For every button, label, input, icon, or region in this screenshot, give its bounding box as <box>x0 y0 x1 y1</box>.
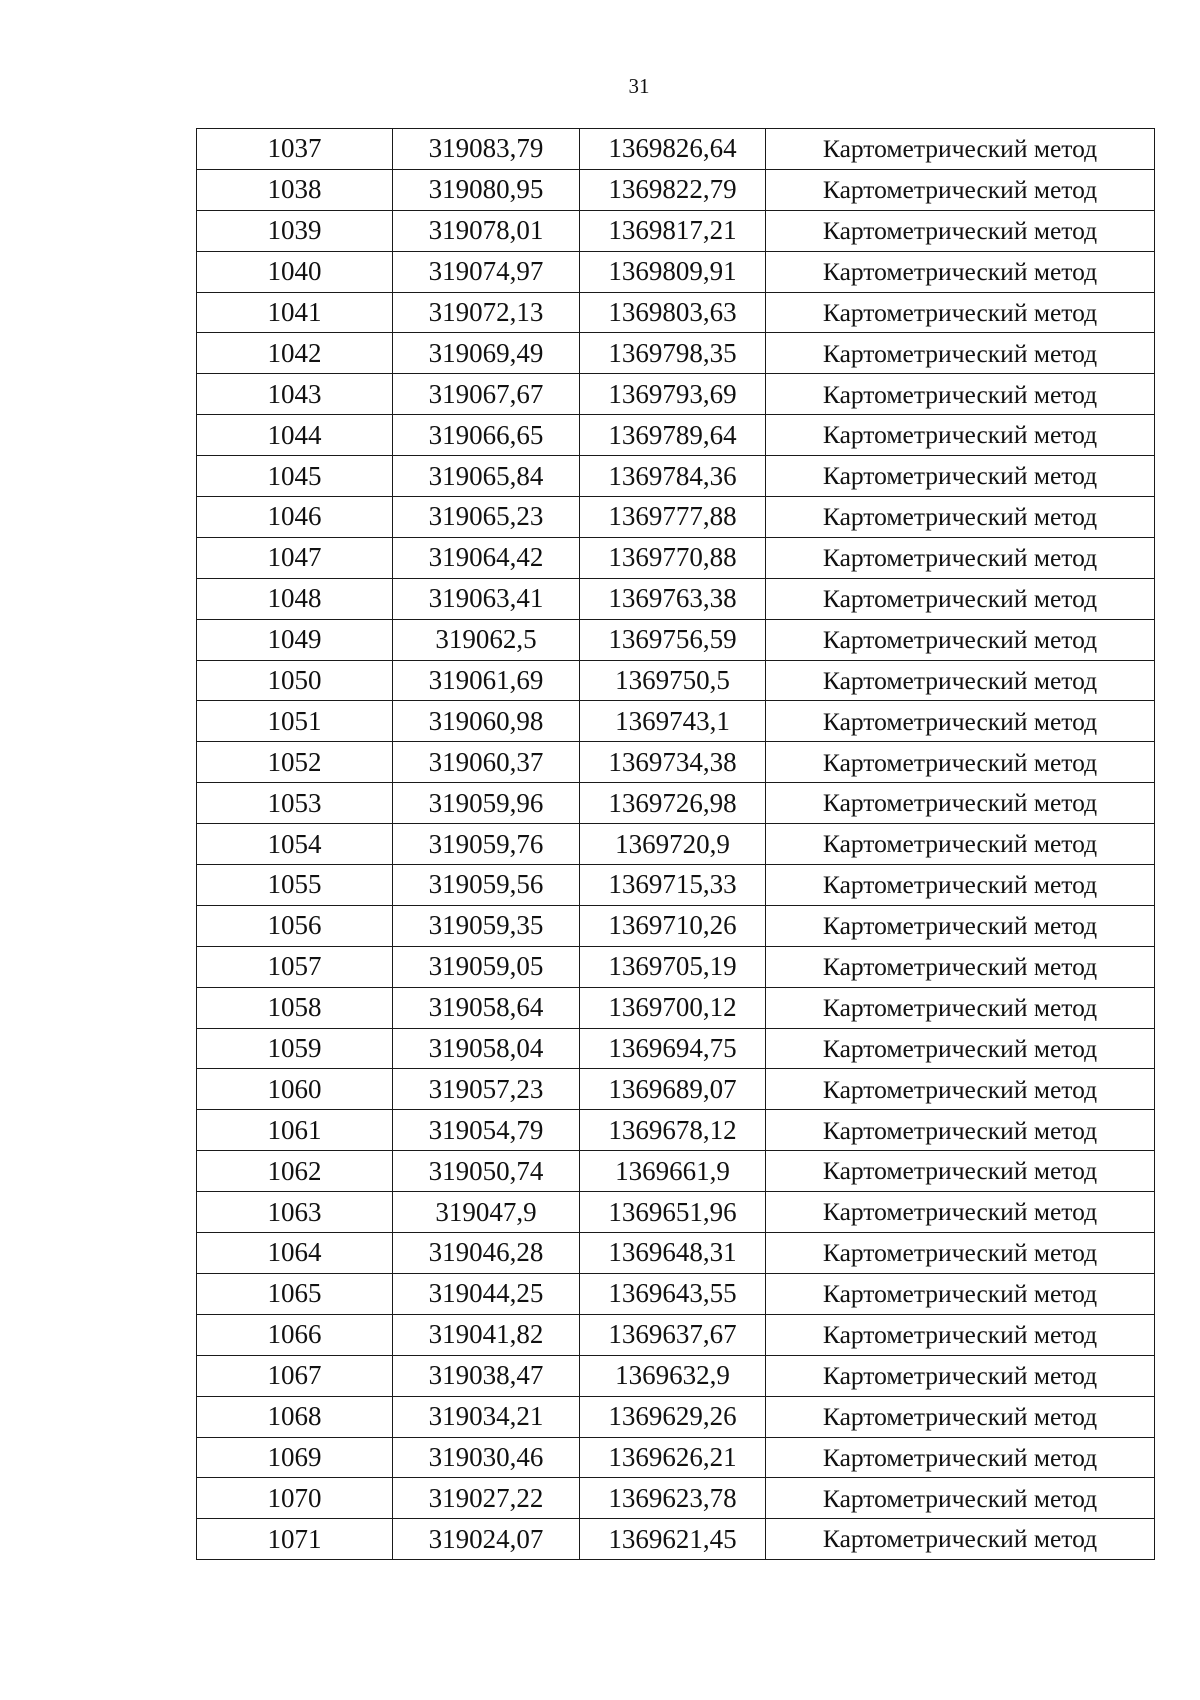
point-number-cell: 1047 <box>197 537 393 578</box>
point-number-cell: 1044 <box>197 415 393 456</box>
y-coordinate-cell: 1369643,55 <box>580 1273 766 1314</box>
y-coordinate-cell: 1369720,9 <box>580 824 766 865</box>
point-number-cell: 1071 <box>197 1519 393 1560</box>
x-coordinate-cell: 319050,74 <box>393 1151 580 1192</box>
y-coordinate-cell: 1369756,59 <box>580 619 766 660</box>
point-number-cell: 1037 <box>197 129 393 170</box>
point-number-cell: 1065 <box>197 1273 393 1314</box>
point-number-cell: 1062 <box>197 1151 393 1192</box>
x-coordinate-cell: 319041,82 <box>393 1314 580 1355</box>
x-coordinate-cell: 319047,9 <box>393 1192 580 1233</box>
table-row <box>197 905 1155 946</box>
y-coordinate-cell: 1369661,9 <box>580 1151 766 1192</box>
point-number-cell: 1038 <box>197 169 393 210</box>
x-coordinate-cell: 319080,95 <box>393 169 580 210</box>
y-coordinate-cell: 1369743,1 <box>580 701 766 742</box>
table-row <box>197 1314 1155 1355</box>
method-cell: Картометрический метод <box>766 292 1155 333</box>
method-cell: Картометрический метод <box>766 333 1155 374</box>
method-cell: Картометрический метод <box>766 169 1155 210</box>
y-coordinate-cell: 1369694,75 <box>580 1028 766 1069</box>
point-number-cell: 1070 <box>197 1478 393 1519</box>
table-row <box>197 1437 1155 1478</box>
method-cell: Картометрический метод <box>766 578 1155 619</box>
method-cell: Картометрический метод <box>766 742 1155 783</box>
method-cell: Картометрический метод <box>766 374 1155 415</box>
method-cell: Картометрический метод <box>766 1233 1155 1274</box>
table-row <box>197 1192 1155 1233</box>
method-cell: Картометрический метод <box>766 1192 1155 1233</box>
table-row <box>197 1028 1155 1069</box>
x-coordinate-cell: 319083,79 <box>393 129 580 170</box>
y-coordinate-cell: 1369621,45 <box>580 1519 766 1560</box>
table-row <box>197 129 1155 170</box>
x-coordinate-cell: 319044,25 <box>393 1273 580 1314</box>
method-cell: Картометрический метод <box>766 946 1155 987</box>
table-row <box>197 701 1155 742</box>
method-cell: Картометрический метод <box>766 701 1155 742</box>
y-coordinate-cell: 1369678,12 <box>580 1110 766 1151</box>
table-row <box>197 415 1155 456</box>
method-cell: Картометрический метод <box>766 1273 1155 1314</box>
table-row <box>197 824 1155 865</box>
x-coordinate-cell: 319030,46 <box>393 1437 580 1478</box>
y-coordinate-cell: 1369623,78 <box>580 1478 766 1519</box>
x-coordinate-cell: 319034,21 <box>393 1396 580 1437</box>
y-coordinate-cell: 1369626,21 <box>580 1437 766 1478</box>
table-row <box>197 333 1155 374</box>
y-coordinate-cell: 1369784,36 <box>580 456 766 497</box>
method-cell: Картометрический метод <box>766 251 1155 292</box>
method-cell: Картометрический метод <box>766 1069 1155 1110</box>
x-coordinate-cell: 319062,5 <box>393 619 580 660</box>
point-number-cell: 1050 <box>197 660 393 701</box>
table-row <box>197 497 1155 538</box>
x-coordinate-cell: 319058,64 <box>393 987 580 1028</box>
x-coordinate-cell: 319059,76 <box>393 824 580 865</box>
x-coordinate-cell: 319038,47 <box>393 1355 580 1396</box>
table-row <box>197 456 1155 497</box>
y-coordinate-cell: 1369817,21 <box>580 210 766 251</box>
method-cell: Картометрический метод <box>766 1437 1155 1478</box>
method-cell: Картометрический метод <box>766 619 1155 660</box>
point-number-cell: 1067 <box>197 1355 393 1396</box>
x-coordinate-cell: 319059,05 <box>393 946 580 987</box>
x-coordinate-cell: 319061,69 <box>393 660 580 701</box>
point-number-cell: 1068 <box>197 1396 393 1437</box>
point-number-cell: 1061 <box>197 1110 393 1151</box>
method-cell: Картометрический метод <box>766 497 1155 538</box>
method-cell: Картометрический метод <box>766 824 1155 865</box>
point-number-cell: 1054 <box>197 824 393 865</box>
point-number-cell: 1057 <box>197 946 393 987</box>
y-coordinate-cell: 1369726,98 <box>580 783 766 824</box>
point-number-cell: 1042 <box>197 333 393 374</box>
method-cell: Картометрический метод <box>766 129 1155 170</box>
y-coordinate-cell: 1369710,26 <box>580 905 766 946</box>
table-row <box>197 1110 1155 1151</box>
table-row <box>197 1519 1155 1560</box>
y-coordinate-cell: 1369629,26 <box>580 1396 766 1437</box>
table-row <box>197 865 1155 906</box>
table-row <box>197 251 1155 292</box>
point-number-cell: 1064 <box>197 1233 393 1274</box>
x-coordinate-cell: 319064,42 <box>393 537 580 578</box>
method-cell: Картометрический метод <box>766 1314 1155 1355</box>
method-cell: Картометрический метод <box>766 1396 1155 1437</box>
point-number-cell: 1056 <box>197 905 393 946</box>
table-row <box>197 660 1155 701</box>
method-cell: Картометрический метод <box>766 456 1155 497</box>
method-cell: Картометрический метод <box>766 210 1155 251</box>
method-cell: Картометрический метод <box>766 905 1155 946</box>
y-coordinate-cell: 1369632,9 <box>580 1355 766 1396</box>
y-coordinate-cell: 1369705,19 <box>580 946 766 987</box>
table-row <box>197 1273 1155 1314</box>
point-number-cell: 1053 <box>197 783 393 824</box>
table-row <box>197 1069 1155 1110</box>
y-coordinate-cell: 1369777,88 <box>580 497 766 538</box>
y-coordinate-cell: 1369763,38 <box>580 578 766 619</box>
x-coordinate-cell: 319024,07 <box>393 1519 580 1560</box>
point-number-cell: 1041 <box>197 292 393 333</box>
method-cell: Картометрический метод <box>766 1355 1155 1396</box>
point-number-cell: 1048 <box>197 578 393 619</box>
table-row <box>197 946 1155 987</box>
x-coordinate-cell: 319059,56 <box>393 865 580 906</box>
y-coordinate-cell: 1369798,35 <box>580 333 766 374</box>
x-coordinate-cell: 319069,49 <box>393 333 580 374</box>
y-coordinate-cell: 1369809,91 <box>580 251 766 292</box>
y-coordinate-cell: 1369750,5 <box>580 660 766 701</box>
table-row <box>197 783 1155 824</box>
y-coordinate-cell: 1369803,63 <box>580 292 766 333</box>
x-coordinate-cell: 319065,23 <box>393 497 580 538</box>
x-coordinate-cell: 319063,41 <box>393 578 580 619</box>
method-cell: Картометрический метод <box>766 1519 1155 1560</box>
point-number-cell: 1051 <box>197 701 393 742</box>
x-coordinate-cell: 319060,98 <box>393 701 580 742</box>
method-cell: Картометрический метод <box>766 660 1155 701</box>
point-number-cell: 1043 <box>197 374 393 415</box>
x-coordinate-cell: 319058,04 <box>393 1028 580 1069</box>
point-number-cell: 1058 <box>197 987 393 1028</box>
table-row <box>197 1396 1155 1437</box>
coordinates-table-body <box>197 129 1155 1560</box>
y-coordinate-cell: 1369651,96 <box>580 1192 766 1233</box>
method-cell: Картометрический метод <box>766 1478 1155 1519</box>
point-number-cell: 1066 <box>197 1314 393 1355</box>
x-coordinate-cell: 319059,35 <box>393 905 580 946</box>
x-coordinate-cell: 319067,67 <box>393 374 580 415</box>
coordinates-table <box>196 128 1155 1560</box>
x-coordinate-cell: 319065,84 <box>393 456 580 497</box>
y-coordinate-cell: 1369789,64 <box>580 415 766 456</box>
y-coordinate-cell: 1369770,88 <box>580 537 766 578</box>
point-number-cell: 1055 <box>197 865 393 906</box>
method-cell: Картометрический метод <box>766 415 1155 456</box>
point-number-cell: 1052 <box>197 742 393 783</box>
page-number: 31 <box>628 74 650 98</box>
x-coordinate-cell: 319078,01 <box>393 210 580 251</box>
point-number-cell: 1046 <box>197 497 393 538</box>
table-row <box>197 292 1155 333</box>
method-cell: Картометрический метод <box>766 865 1155 906</box>
table-row <box>197 1151 1155 1192</box>
method-cell: Картометрический метод <box>766 1110 1155 1151</box>
x-coordinate-cell: 319027,22 <box>393 1478 580 1519</box>
point-number-cell: 1039 <box>197 210 393 251</box>
method-cell: Картометрический метод <box>766 987 1155 1028</box>
table-row <box>197 987 1155 1028</box>
y-coordinate-cell: 1369689,07 <box>580 1069 766 1110</box>
y-coordinate-cell: 1369637,67 <box>580 1314 766 1355</box>
y-coordinate-cell: 1369715,33 <box>580 865 766 906</box>
table-row <box>197 1478 1155 1519</box>
y-coordinate-cell: 1369734,38 <box>580 742 766 783</box>
table-row <box>197 169 1155 210</box>
point-number-cell: 1060 <box>197 1069 393 1110</box>
x-coordinate-cell: 319059,96 <box>393 783 580 824</box>
point-number-cell: 1045 <box>197 456 393 497</box>
x-coordinate-cell: 319060,37 <box>393 742 580 783</box>
table-row <box>197 1355 1155 1396</box>
point-number-cell: 1049 <box>197 619 393 660</box>
table-row <box>197 742 1155 783</box>
y-coordinate-cell: 1369793,69 <box>580 374 766 415</box>
x-coordinate-cell: 319057,23 <box>393 1069 580 1110</box>
method-cell: Картометрический метод <box>766 537 1155 578</box>
table-row <box>197 619 1155 660</box>
table-row <box>197 210 1155 251</box>
method-cell: Картометрический метод <box>766 783 1155 824</box>
point-number-cell: 1059 <box>197 1028 393 1069</box>
x-coordinate-cell: 319054,79 <box>393 1110 580 1151</box>
table-row <box>197 537 1155 578</box>
table-row <box>197 374 1155 415</box>
table-row <box>197 578 1155 619</box>
y-coordinate-cell: 1369822,79 <box>580 169 766 210</box>
point-number-cell: 1040 <box>197 251 393 292</box>
table-row <box>197 1233 1155 1274</box>
x-coordinate-cell: 319074,97 <box>393 251 580 292</box>
x-coordinate-cell: 319046,28 <box>393 1233 580 1274</box>
y-coordinate-cell: 1369700,12 <box>580 987 766 1028</box>
x-coordinate-cell: 319066,65 <box>393 415 580 456</box>
method-cell: Картометрический метод <box>766 1151 1155 1192</box>
point-number-cell: 1069 <box>197 1437 393 1478</box>
point-number-cell: 1063 <box>197 1192 393 1233</box>
y-coordinate-cell: 1369648,31 <box>580 1233 766 1274</box>
x-coordinate-cell: 319072,13 <box>393 292 580 333</box>
y-coordinate-cell: 1369826,64 <box>580 129 766 170</box>
method-cell: Картометрический метод <box>766 1028 1155 1069</box>
